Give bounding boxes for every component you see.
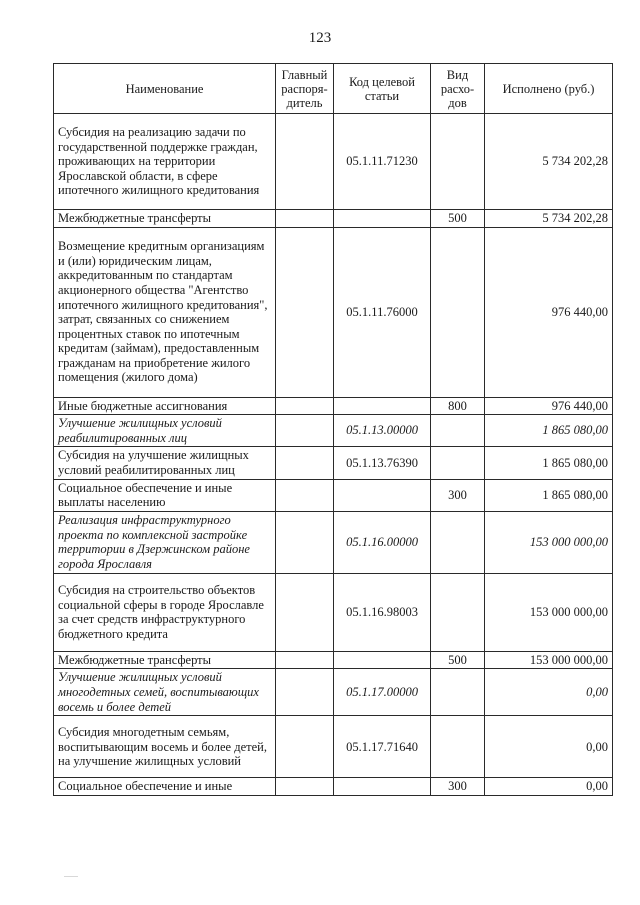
table-row [54, 669, 613, 716]
cell-amount: 153 000 000,00 [485, 511, 613, 573]
cell-name: Улучшение жилищных условий многодетных семей, воспитывающих восемь и более детей [54, 669, 276, 716]
cell-name: Межбюджетные трансферты [54, 651, 276, 669]
header-amount: Исполнено (руб.) [485, 64, 613, 114]
cell-amount: 5 734 202,28 [485, 114, 613, 210]
table-row [54, 397, 613, 415]
header-code: Код целевой статьи [334, 64, 431, 114]
table-row [54, 227, 613, 397]
cell-name: Субсидия на строительство объектов социальной сферы в городе Ярославле за счет средств инфраструктурного бюджетного кредита [54, 573, 276, 651]
cell-admin [276, 651, 334, 669]
cell-name: Возмещение кредитным организациям и (или) юридическим лицам, аккредитованным по стандартам акционерного общества "Агентство ипотечного жилищного кредитования", затрат, связанных со снижением процентных ставок по ипотечным кредитам (займам), предоставленным гражданам на приобретение жилого помещения (жилого дома) [54, 227, 276, 397]
page-number: 123 [308, 30, 332, 46]
cell-amount: 1 865 080,00 [485, 479, 613, 511]
cell-kind [431, 114, 485, 210]
table-row [54, 447, 613, 479]
cell-code: 05.1.17.00000 [334, 669, 431, 716]
cell-admin [276, 479, 334, 511]
cell-amount: 976 440,00 [485, 227, 613, 397]
cell-kind: 800 [431, 397, 485, 415]
cell-code [334, 651, 431, 669]
cell-kind: 500 [431, 651, 485, 669]
table-row [54, 651, 613, 669]
table-row [54, 114, 613, 210]
cell-code: 05.1.16.98003 [334, 573, 431, 651]
cell-admin [276, 669, 334, 716]
cell-name: Субсидия многодетным семьям, воспитывающим восемь и более детей, на улучшение жилищных условий [54, 716, 276, 778]
cell-name: Социальное обеспечение и иные [54, 778, 276, 796]
scan-speck [64, 876, 78, 877]
cell-kind [431, 227, 485, 397]
cell-code: 05.1.13.00000 [334, 415, 431, 447]
cell-name: Улучшение жилищных условий реабилитированных лиц [54, 415, 276, 447]
cell-admin [276, 397, 334, 415]
cell-kind [431, 573, 485, 651]
cell-admin [276, 227, 334, 397]
cell-kind [431, 415, 485, 447]
cell-admin [276, 210, 334, 228]
table-row [54, 210, 613, 228]
cell-code [334, 778, 431, 796]
cell-amount: 5 734 202,28 [485, 210, 613, 228]
cell-admin [276, 716, 334, 778]
table-row [54, 573, 613, 651]
cell-kind: 300 [431, 778, 485, 796]
cell-kind [431, 447, 485, 479]
table-row [54, 716, 613, 778]
cell-amount: 0,00 [485, 778, 613, 796]
cell-amount: 153 000 000,00 [485, 573, 613, 651]
cell-code [334, 479, 431, 511]
cell-code: 05.1.16.00000 [334, 511, 431, 573]
budget-execution-table [53, 63, 613, 796]
cell-amount: 1 865 080,00 [485, 447, 613, 479]
cell-kind [431, 669, 485, 716]
cell-name: Реализация инфраструктурного проекта по комплексной застройке территории в Дзержинском районе города Ярославля [54, 511, 276, 573]
cell-kind: 500 [431, 210, 485, 228]
header-admin: Главный распоря-дитель [276, 64, 334, 114]
cell-code: 05.1.13.76390 [334, 447, 431, 479]
cell-code: 05.1.17.71640 [334, 716, 431, 778]
table-row [54, 511, 613, 573]
cell-kind [431, 716, 485, 778]
cell-name: Субсидия на реализацию задачи по государственной поддержке граждан, проживающих на территории Ярославской области, в сфере ипотечного жилищного кредитования [54, 114, 276, 210]
cell-code [334, 397, 431, 415]
cell-name: Социальное обеспечение и иные выплаты населению [54, 479, 276, 511]
cell-amount: 976 440,00 [485, 397, 613, 415]
cell-amount: 0,00 [485, 716, 613, 778]
cell-admin [276, 778, 334, 796]
table-row [54, 778, 613, 796]
cell-code: 05.1.11.76000 [334, 227, 431, 397]
header-kind: Вид расхо-дов [431, 64, 485, 114]
table-row [54, 479, 613, 511]
cell-name: Субсидия на улучшение жилищных условий реабилитированных лиц [54, 447, 276, 479]
cell-name: Межбюджетные трансферты [54, 210, 276, 228]
cell-admin [276, 415, 334, 447]
cell-admin [276, 573, 334, 651]
cell-kind: 300 [431, 479, 485, 511]
cell-amount: 153 000 000,00 [485, 651, 613, 669]
cell-admin [276, 114, 334, 210]
cell-amount: 1 865 080,00 [485, 415, 613, 447]
cell-code: 05.1.11.71230 [334, 114, 431, 210]
cell-amount: 0,00 [485, 669, 613, 716]
header-name: Наименование [54, 64, 276, 114]
table-header-row [54, 64, 613, 114]
cell-name: Иные бюджетные ассигнования [54, 397, 276, 415]
cell-kind [431, 511, 485, 573]
table-row [54, 415, 613, 447]
cell-admin [276, 511, 334, 573]
cell-admin [276, 447, 334, 479]
cell-code [334, 210, 431, 228]
